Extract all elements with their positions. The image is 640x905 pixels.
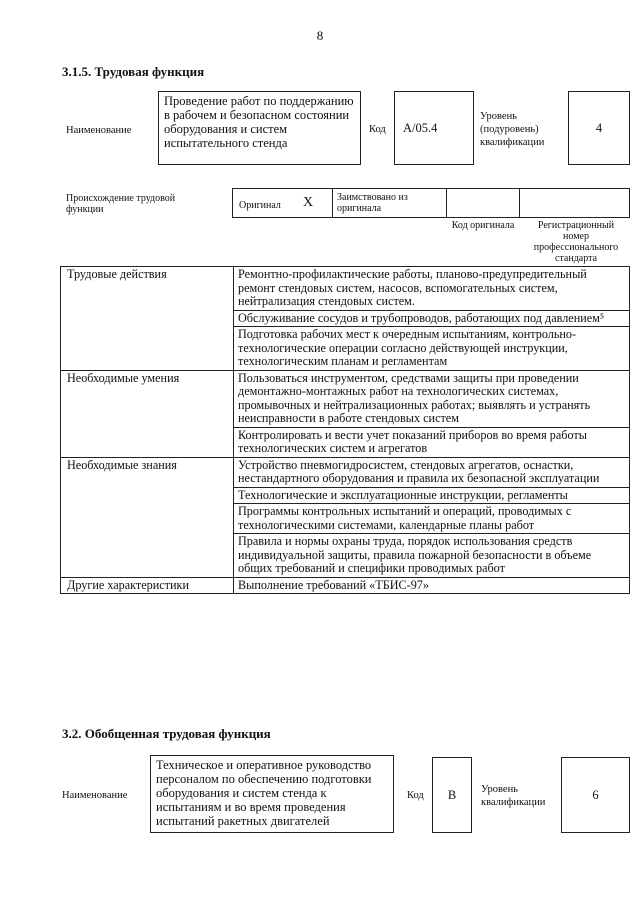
code-value-2: B xyxy=(447,788,457,802)
table-cell: Контролировать и вести учет показаний приборов во время работы технологических систем и агрегатов xyxy=(234,427,630,457)
table-cell: Обслуживание сосудов и трубопроводов, работающих под давлением⁵ xyxy=(234,310,630,327)
function-name-box xyxy=(158,91,361,165)
level-label: Уровень (подуровень) квалификации xyxy=(480,111,545,148)
code-box xyxy=(394,91,474,165)
table-cell: Правила и нормы охраны труда, порядок использования средств индивидуальной защиты, правила пожарной безопасности в объеме общих требований и специфики проводимых работ xyxy=(234,534,630,578)
page-number: 8 xyxy=(316,28,324,43)
code-label: Код xyxy=(369,124,386,135)
function-details-table xyxy=(60,266,630,594)
level-box-2 xyxy=(561,757,630,833)
borrowed-label: Заимствовано из оригинала xyxy=(337,192,408,214)
category-cell: Необходимые умения xyxy=(61,370,234,457)
category-cell: Трудовые действия xyxy=(61,267,234,371)
reg-number-label: Регистрационный номер профессионального стандарта xyxy=(533,220,619,264)
table-cell: Технологические и эксплуатационные инструкции, регламенты xyxy=(234,487,630,504)
section-heading-3-2: 3.2. Обобщенная трудовая функция xyxy=(62,726,271,741)
origin-label: Происхождение трудовой функции xyxy=(66,193,176,215)
reg-number-cell xyxy=(519,188,630,218)
name-label: Наименование xyxy=(66,125,132,136)
level-box xyxy=(568,91,630,165)
table-cell: Пользоваться инструментом, средствами защиты при проведении демонтажно-монтажных работ на технологических системах, промывочных и нейтрализационных работах; выявлять и устранять неисправности в работе стендовых систем xyxy=(234,370,630,427)
table-cell: Программы контрольных испытаний и операций, проводимых с технологическими системами, календарные планы работ xyxy=(234,504,630,534)
code-value: A/05.4 xyxy=(403,121,438,135)
code-original-cell xyxy=(446,188,520,218)
level-value: 4 xyxy=(595,121,603,135)
generalized-function-name-box xyxy=(150,755,394,833)
original-label: Оригинал xyxy=(239,200,281,211)
code-box-2 xyxy=(432,757,472,833)
original-cell xyxy=(232,188,333,218)
table-row xyxy=(61,577,630,594)
table-row xyxy=(61,267,630,311)
table-row xyxy=(61,370,630,427)
borrowed-cell xyxy=(332,188,447,218)
generalized-function-name-value: Техническое и оперативное руководство персоналом по обеспечению подготовки оборудования и систем стенда к испытаниям и во время проведения испытаний ракетных двигателей xyxy=(156,758,372,828)
code-label-2: Код xyxy=(407,790,424,801)
function-name-value: Проведение работ по поддержанию в рабочем и безопасном состоянии оборудования и систем испытательного стенда xyxy=(164,94,354,150)
table-cell: Выполнение требований «ТБИС-97» xyxy=(234,577,630,594)
level-value-2: 6 xyxy=(592,788,599,802)
table-cell: Ремонтно-профилактические работы, планово-предупредительный ремонт стендовых систем, насосов, вспомогательных систем, нейтрализация стендовых систем. xyxy=(234,267,630,311)
code-original-label: Код оригинала xyxy=(451,220,515,231)
original-mark: X xyxy=(303,195,314,210)
table-cell: Подготовка рабочих мест к очередным испытаниям, контрольно-технологические операции согласно действующей инструкции, технологическим планам и регламентам xyxy=(234,327,630,371)
section-heading-3-1-5: 3.1.5. Трудовая функция xyxy=(62,64,205,79)
level-label-2: Уровень квалификации xyxy=(481,784,546,808)
name-label-2: Наименование xyxy=(62,790,128,801)
category-cell: Другие характеристики xyxy=(61,577,234,594)
table-row xyxy=(61,457,630,487)
table-cell: Устройство пневмогидросистем, стендовых агрегатов, оснастки, нестандартного оборудования и правила их безопасной эксплуатации xyxy=(234,457,630,487)
category-cell: Необходимые знания xyxy=(61,457,234,577)
